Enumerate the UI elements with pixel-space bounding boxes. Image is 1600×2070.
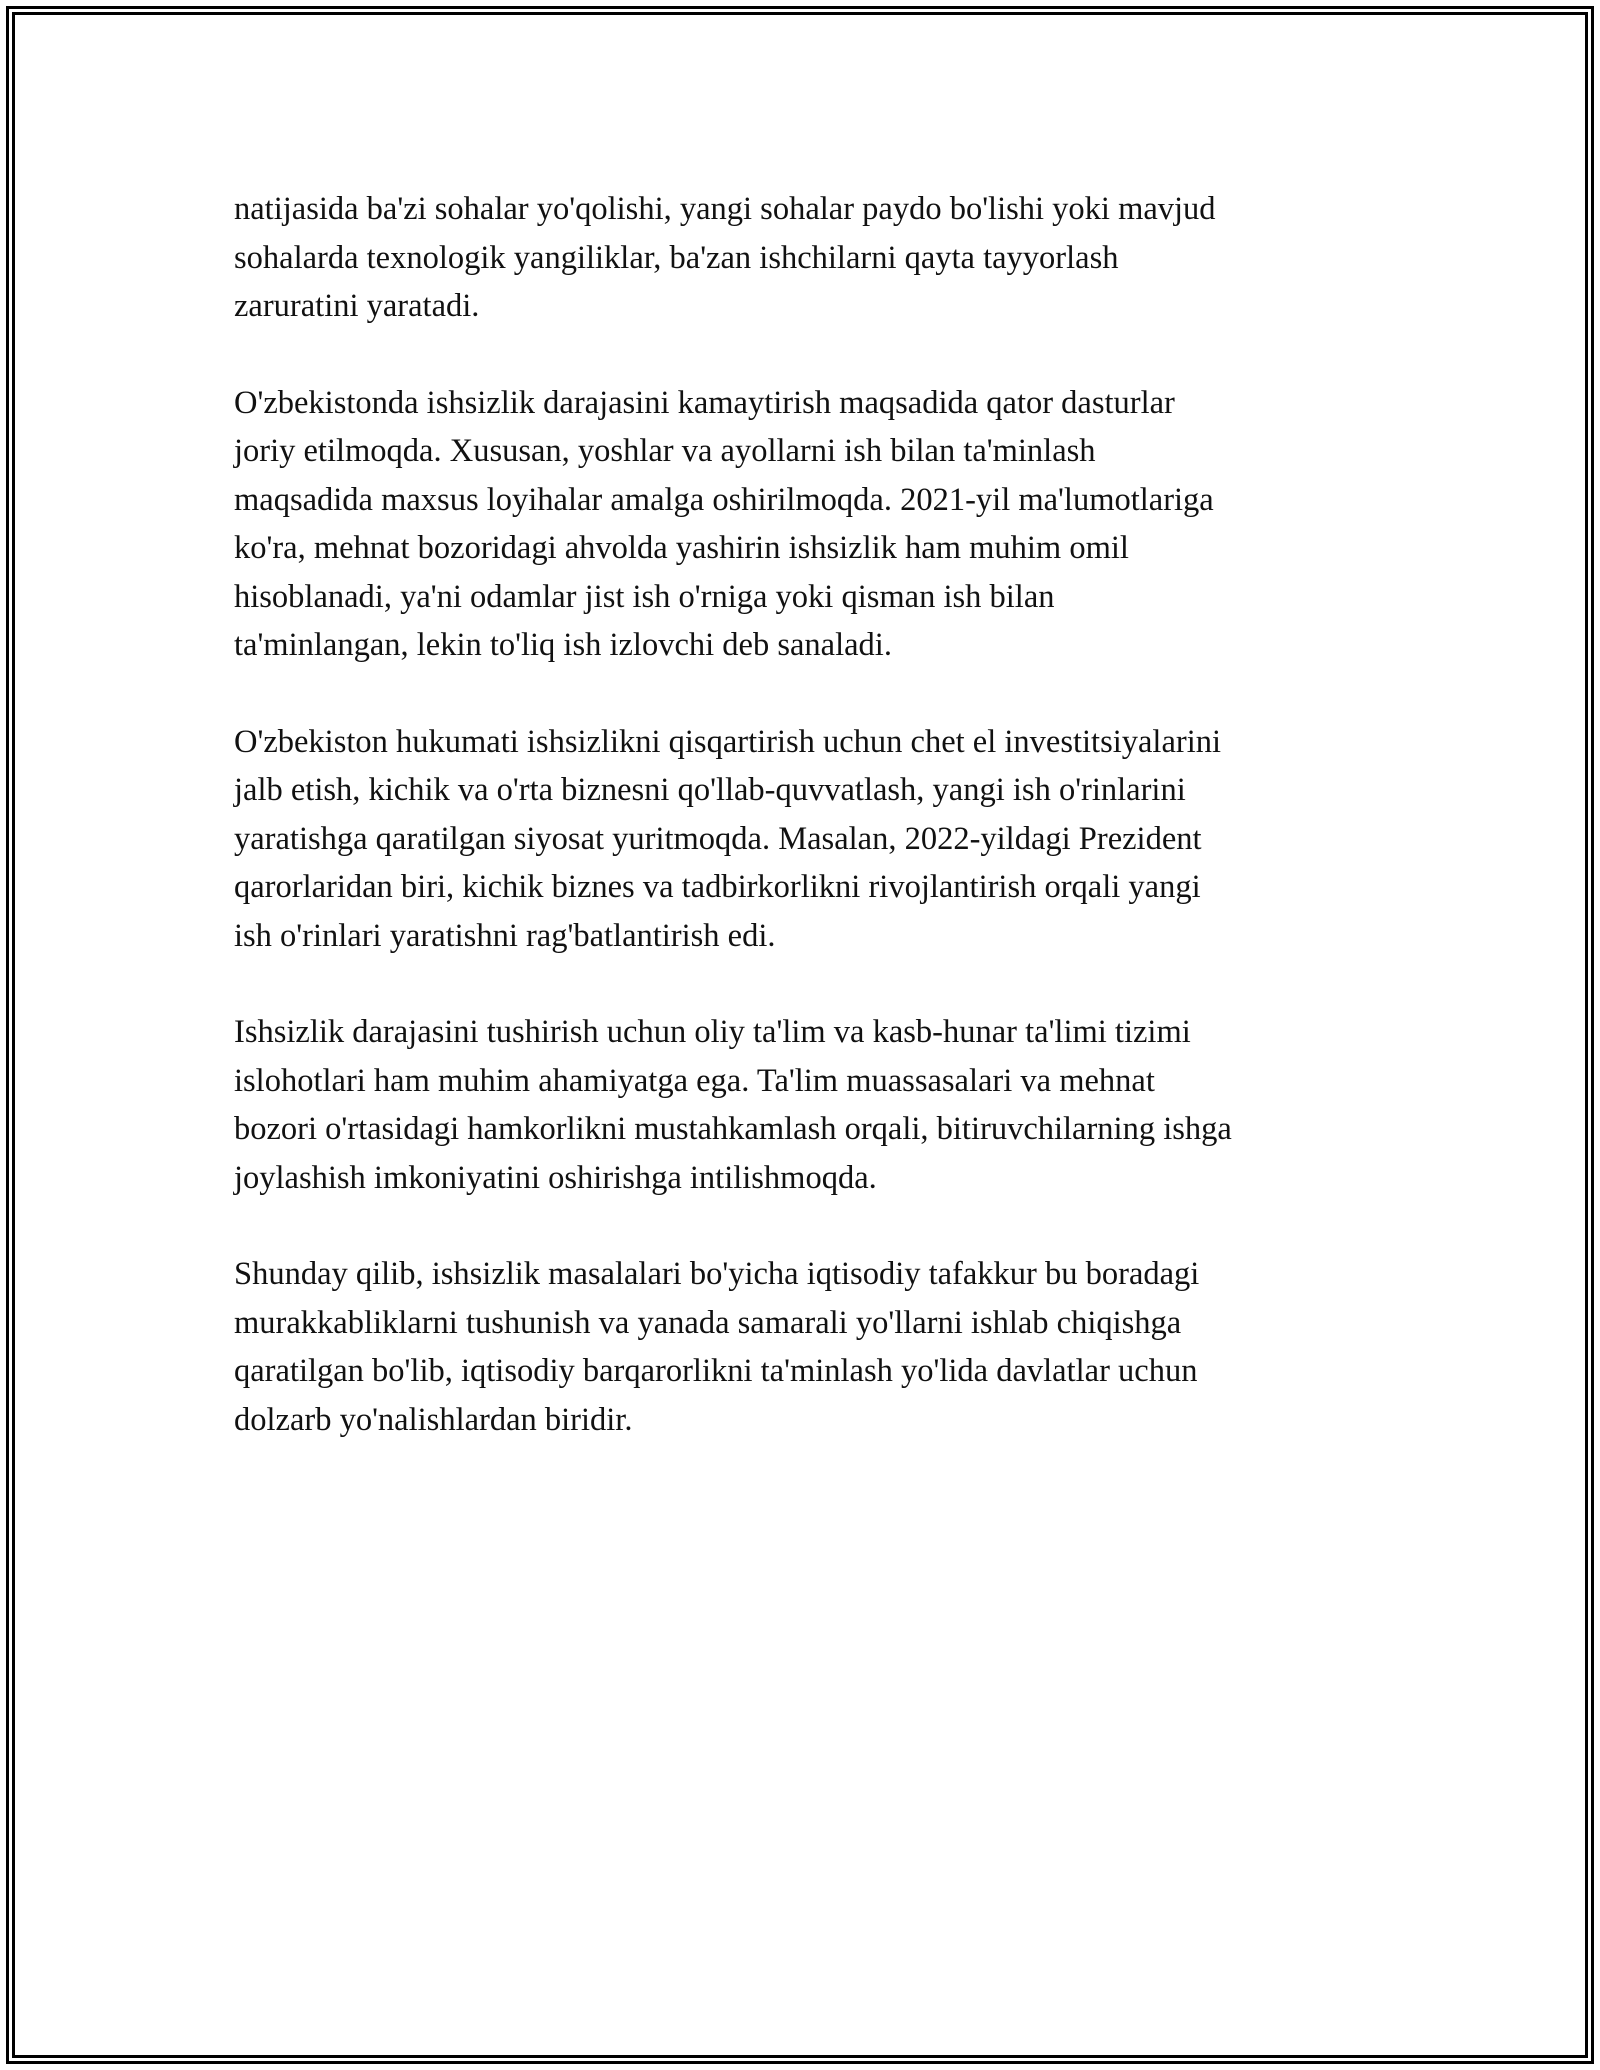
paragraph-line: bozori o'rtasidagi hamkorlikni mustahkamlash orqali, bitiruvchilarning ishga <box>234 1111 1232 1147</box>
paragraph-line: islohotlari ham muhim ahamiyatga ega. Ta'lim muassasalari va mehnat <box>234 1062 1155 1099</box>
paragraph-line: maqsadida maxsus loyihalar amalga oshirilmoqda. 2021-yil ma'lumotlariga <box>234 481 1214 518</box>
paragraph-line: joylashish imkoniyatini oshirishga intilishmoqda. <box>234 1159 877 1196</box>
paragraph-line: joriy etilmoqda. Xususan, yoshlar va ayollarni ish bilan ta'minlash <box>234 433 1096 469</box>
paragraph-line: murakkabliklarni tushunish va yanada samarali yo'llarni ishlab chiqishga <box>234 1304 1182 1341</box>
paragraph-line: ish o'rinlari yaratishni rag'batlantirish edi. <box>234 917 776 954</box>
paragraph-line: ko'ra, mehnat bozoridagi ahvolda yashirin ishsizlik ham muhim omil <box>234 530 1129 566</box>
paragraph-1 <box>234 185 1374 331</box>
paragraph-line: dolzarb yo'nalishlardan biridir. <box>234 1401 633 1438</box>
paragraph-line: sohalarda texnologik yangiliklar, ba'zan ishchilarni qayta tayyorlash <box>234 239 1119 276</box>
paragraph-5 <box>234 1250 1374 1444</box>
document-body <box>234 185 1374 1492</box>
paragraph-line: ta'minlangan, lekin to'liq ish izlovchi deb sanaladi. <box>234 627 892 663</box>
paragraph-line: natijasida ba'zi sohalar yo'qolishi, yangi sohalar paydo bo'lishi yoki mavjud <box>234 191 1216 227</box>
paragraph-line: qaratilgan bo'lib, iqtisodiy barqarorlikni ta'minlash yo'lida davlatlar uchun <box>234 1353 1198 1389</box>
paragraph-line: hisoblanadi, ya'ni odamlar jist ish o'rniga yoki qisman ish bilan <box>234 578 1055 615</box>
paragraph-2 <box>234 379 1374 670</box>
paragraph-line: qarorlaridan biri, kichik biznes va tadbirkorlikni rivojlantirish orqali yangi <box>234 869 1201 905</box>
paragraph-line: Shunday qilib, ishsizlik masalalari bo'yicha iqtisodiy tafakkur bu boradagi <box>234 1256 1200 1292</box>
paragraph-line: O'zbekistonda ishsizlik darajasini kamaytirish maqsadida qator dasturlar <box>234 384 1175 421</box>
paragraph-line: jalb etish, kichik va o'rta biznesni qo'llab-quvvatlash, yangi ish o'rinlarini <box>234 772 1186 808</box>
paragraph-line: O'zbekiston hukumati ishsizlikni qisqartirish uchun chet el investitsiyalarini <box>234 723 1222 760</box>
paragraph-line: Ishsizlik darajasini tushirish uchun oliy ta'lim va kasb-hunar ta'limi tizimi <box>234 1014 1191 1050</box>
paragraph-line: zaruratini yaratadi. <box>234 288 480 324</box>
paragraph-3 <box>234 718 1374 961</box>
paragraph-4 <box>234 1008 1374 1202</box>
paragraph-line: yaratishga qaratilgan siyosat yuritmoqda. Masalan, 2022-yildagi Prezident <box>234 820 1202 857</box>
